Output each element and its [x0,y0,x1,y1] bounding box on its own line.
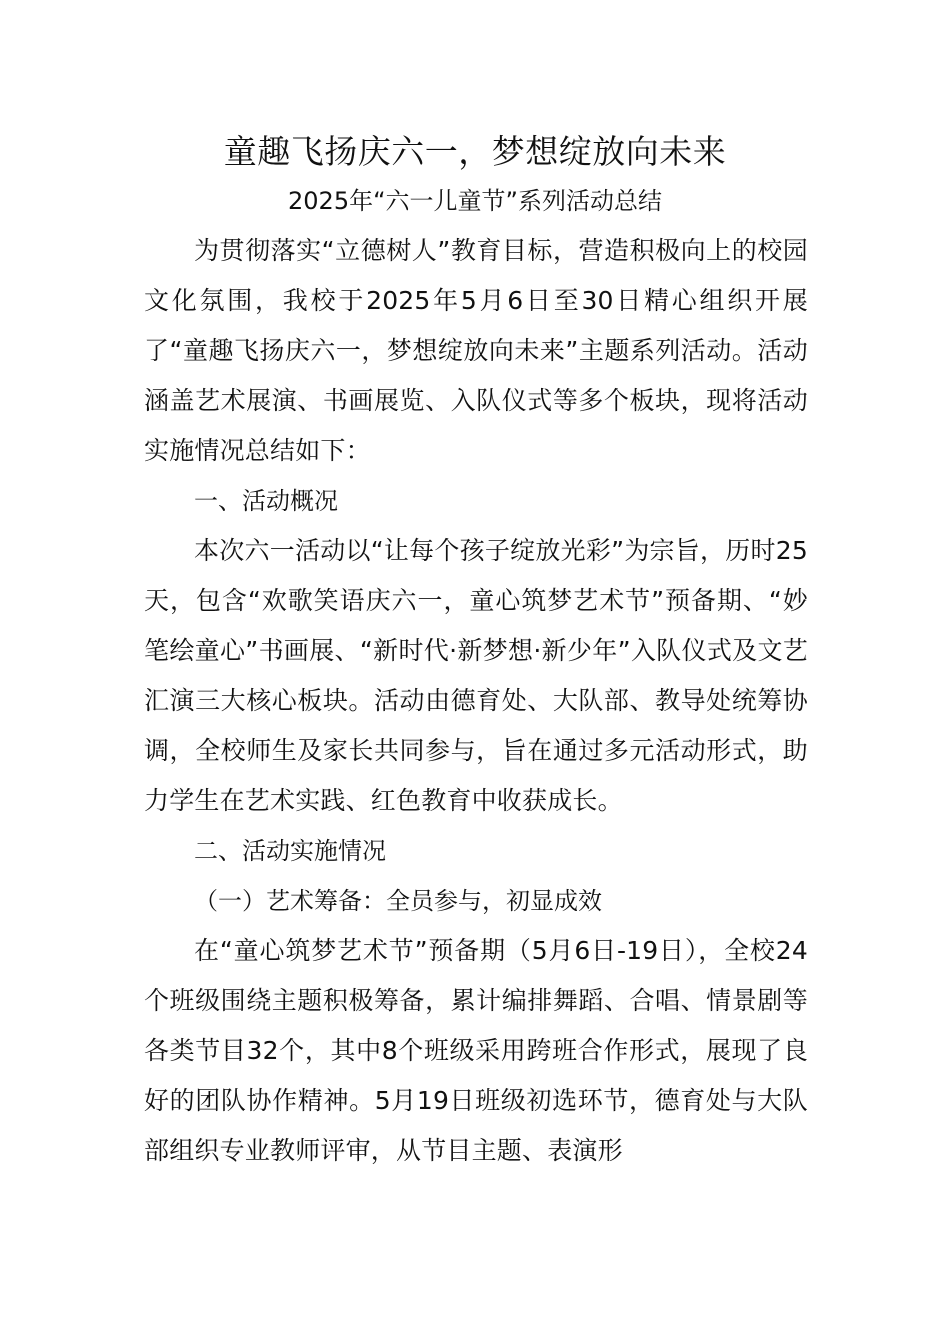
section-heading-implementation: 二、活动实施情况 [194,837,386,865]
overview-paragraph: 本次六一活动以“让每个孩子绽放光彩”为宗旨，历时25天，包含“欢歌笑语庆六一，童心筑梦艺术节”预备期、“妙笔绘童心”书画展、“新时代·新梦想·新少年”入队仪式及文艺汇演三大核心板块。活动由德育处、大队部、教导处统筹协调，全校师生及家长共同参与，旨在通过多元活动形式，助力学生在艺术实践、红色教育中收获成长。 [144,536,808,815]
intro-paragraph: 为贯彻落实“立德树人”教育目标，营造积极向上的校园文化氛围，我校于2025年5月6日至30日精心组织开展了“童趣飞扬庆六一，梦想绽放向未来”主题系列活动。活动涵盖艺术展演、书画展览、入队仪式等多个板块，现将活动实施情况总结如下： [144,236,808,465]
document-title: 童趣飞扬庆六一，梦想绽放向未来 [223,132,727,171]
art-prep-paragraph: 在“童心筑梦艺术节”预备期（5月6日-19日），全校24个班级围绕主题积极筹备，累计编排舞蹈、合唱、情景剧等各类节目32个，其中8个班级采用跨班合作形式，展现了良好的团队协作精神。5月19日班级初选环节，德育处与大队部组织专业教师评审，从节目主题、表演形 [144,936,808,1165]
subsection-heading-art-prep: （一）艺术筹备：全员参与，初显成效 [194,887,602,915]
document-body [144,226,808,1176]
document-subtitle: 2025年“六一儿童节”系列活动总结 [288,187,662,215]
section-heading-overview: 一、活动概况 [194,487,338,515]
